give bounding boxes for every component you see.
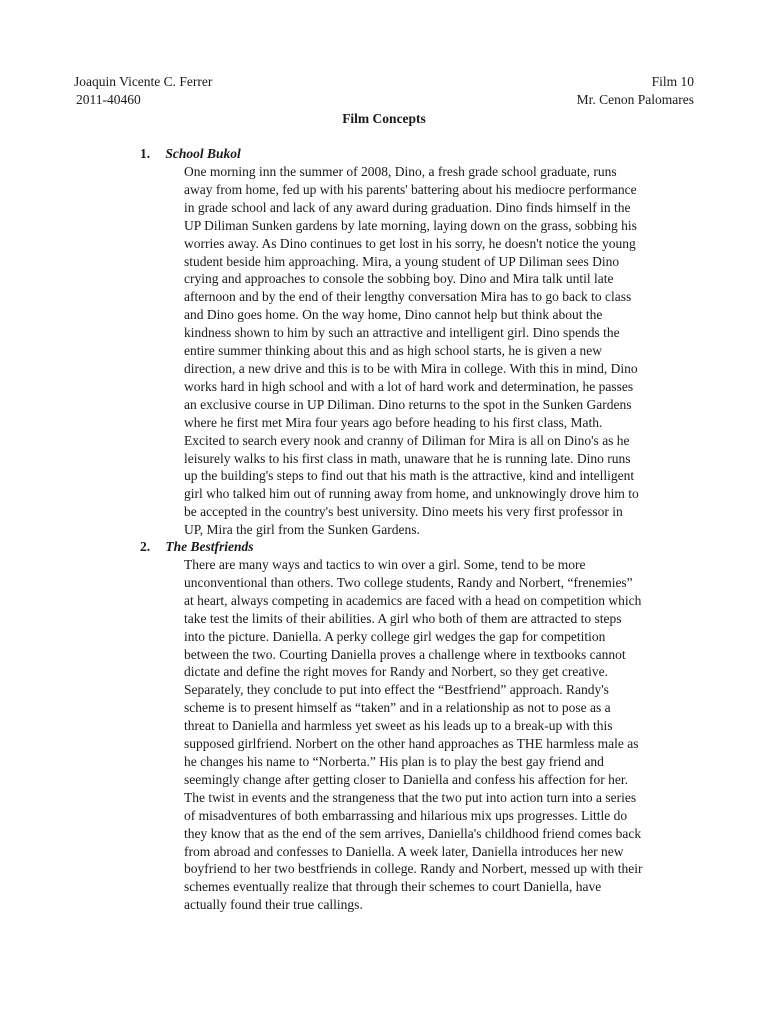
- body-line: scheme is to present himself as “taken” and in a relationship as not to pose as a: [184, 700, 611, 716]
- body-line: of misadventures of both embarrassing and hilarious mix ups progresses. Little do: [184, 807, 628, 823]
- section-heading: [140, 145, 710, 163]
- header-row-2: [74, 91, 694, 109]
- body-line: in grade school and lack of any award during graduation. Dino finds himself in the: [184, 199, 631, 215]
- section-the-bestfriends: [140, 538, 710, 914]
- body-line: The twist in events and the strangeness that the two put into action turn into a series: [184, 789, 637, 805]
- body-line: student beside him approaching. Mira, a young student of UP Diliman sees Dino: [184, 253, 620, 269]
- body-line: seemingly change after getting closer to Daniella and confess his affection for her.: [184, 771, 628, 787]
- body-line: entire summer thinking about this and as high school starts, he is given a new: [184, 343, 603, 359]
- body-line: between the two. Courting Daniella proves a challenge where in textbooks cannot: [184, 646, 626, 662]
- document-header: [74, 73, 694, 109]
- course-name: Film 10: [651, 74, 694, 89]
- body-line: There are many ways and tactics to win over a girl. Some, tend to be more: [184, 557, 586, 572]
- body-line: where he first met Mira four years ago before heading to his first class, Math.: [184, 414, 603, 430]
- section-number: 1.: [140, 146, 151, 161]
- body-line: works hard in high school and with a lot of hard work and determination, he passes: [184, 378, 634, 394]
- body-line: from abroad and confesses to Daniella. A week later, Daniella introduces her new: [184, 843, 624, 859]
- body-line: UP Diliman Sunken gardens by late morning, laying down on the grass, sobbing his: [184, 217, 637, 233]
- body-line: actually found their true callings.: [184, 897, 363, 913]
- section-body: [184, 556, 710, 914]
- body-line: UP, Mira the girl from the Sunken Gardens.: [184, 522, 420, 538]
- body-line: schemes eventually realize that through their schemes to court Daniella, have: [184, 879, 602, 895]
- header-row-1: [74, 73, 694, 91]
- body-line: threat to Daniella and harmless yet sweet as his leads up to a break-up with this: [184, 718, 613, 734]
- body-line: away from home, fed up with his parents' battering about his mediocre performance: [184, 181, 637, 197]
- body-line: at heart, always competing in academics are faced with a head on competition which: [184, 592, 642, 608]
- body-line: and Dino goes home. On the way home, Dino cannot help but think about the: [184, 307, 603, 323]
- body-line: crying and approaches to console the sobbing boy. Dino and Mira talk until late: [184, 271, 614, 287]
- body-line: be accepted in the country's best university. Dino meets his very first professor in: [184, 504, 623, 520]
- section-title: School Bukol: [165, 146, 241, 161]
- author-name: Joaquin Vicente C. Ferrer: [74, 74, 213, 89]
- section-number: 2.: [140, 539, 151, 554]
- body-line: unconventional than others. Two college students, Randy and Norbert, “frenemies”: [184, 574, 633, 590]
- body-line: One morning inn the summer of 2008, Dino, a fresh grade school graduate, runs: [184, 164, 617, 179]
- body-line: dictate and define the right moves for Randy and Norbert, so they get creative.: [184, 664, 608, 680]
- section-body: [184, 163, 710, 539]
- body-line: girl who talked him out of running away from home, and unknowingly drove him to: [184, 486, 639, 502]
- section-title: The Bestfriends: [165, 539, 254, 554]
- body-line: direction, a new drive and this is to be with Mira in college. With this in mind, Dino: [184, 360, 638, 376]
- body-line: kindness shown to him by such an attractive and intelligent girl. Dino spends the: [184, 325, 620, 341]
- body-line: up the building's steps to find out that his math is the attractive, kind and intelligent: [184, 468, 635, 484]
- body-line: worries away. As Dino continues to get lost in his sorry, he doesn't notice the young: [184, 235, 636, 251]
- body-line: they know that as the end of the sem arrives, Daniella's childhood friend comes back: [184, 825, 642, 841]
- body-line: supposed girlfriend. Norbert on the other hand approaches as THE harmless male as: [184, 736, 639, 752]
- body-line: leisurely walks to his first class in math, unaware that he is running late. Dino runs: [184, 450, 631, 466]
- section-heading: [140, 538, 710, 556]
- body-line: take test the limits of their abilities. A girl who both of them are attracted to steps: [184, 610, 622, 626]
- body-line: Separately, they conclude to put into effect the “Bestfriend” approach. Randy's: [184, 682, 609, 698]
- body-line: Excited to search every nook and cranny of Diliman for Mira is all on Dino's as he: [184, 432, 630, 448]
- body-line: he changes his name to “Norberta.” His plan is to play the best gay friend and: [184, 753, 604, 769]
- body-line: into the picture. Daniella. A perky college girl wedges the gap for competition: [184, 628, 606, 644]
- body-line: boyfriend to her two bestfriends in college. Randy and Norbert, messed up with their: [184, 861, 643, 877]
- body-line: an exclusive course in UP Diliman. Dino returns to the spot in the Sunken Gardens: [184, 396, 632, 412]
- body-line: afternoon and by the end of their lengthy conversation Mira has to go back to class: [184, 289, 632, 305]
- instructor-name: Mr. Cenon Palomares: [576, 92, 694, 107]
- document-title: Film Concepts: [342, 111, 426, 126]
- student-number: 2011-40460: [76, 92, 141, 107]
- section-school-bukol: [140, 145, 710, 539]
